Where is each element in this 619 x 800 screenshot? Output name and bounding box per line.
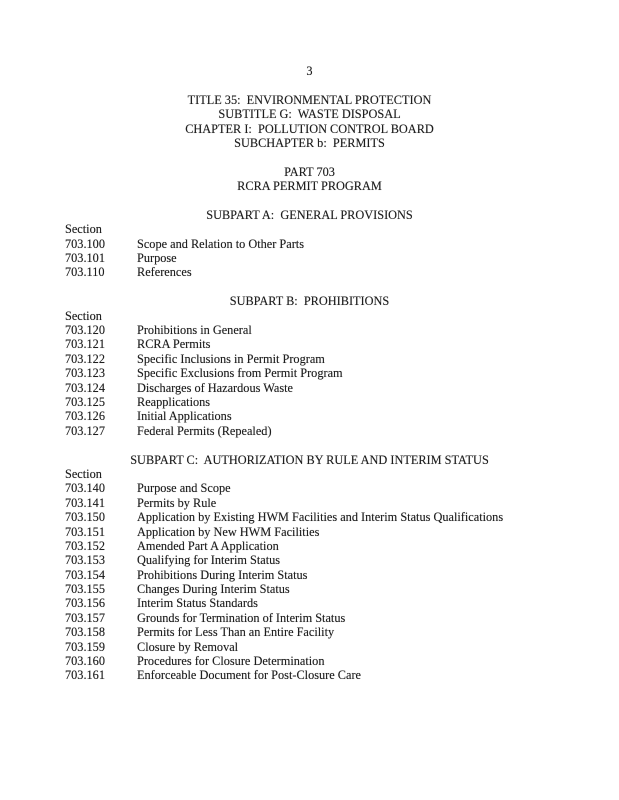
section-title: Closure by Removal — [137, 639, 239, 654]
section-title: Initial Applications — [137, 409, 232, 424]
toc-entry — [0, 640, 619, 654]
section-number: 703.125 — [65, 394, 105, 409]
subparts — [0, 208, 619, 683]
section-title: Prohibitions in General — [137, 323, 252, 338]
section-title: Scope and Relation to Other Parts — [137, 236, 304, 251]
part-number-line: PART 703 — [284, 164, 335, 179]
section-number: 703.157 — [65, 610, 105, 625]
section-number: 703.127 — [65, 423, 105, 438]
section-number: 703.161 — [65, 668, 105, 683]
toc-entry — [0, 265, 619, 279]
toc-entry — [0, 481, 619, 495]
section-title: Permits for Less Than an Entire Facility — [137, 625, 335, 640]
toc-entry — [0, 568, 619, 582]
section-title: Enforceable Document for Post-Closure Care — [137, 668, 362, 683]
section-number: 703.120 — [65, 323, 105, 338]
section-number: 703.156 — [65, 596, 105, 611]
section-column-label: Section — [65, 308, 102, 323]
section-number: 703.160 — [65, 654, 105, 669]
section-title: Qualifying for Interim Status — [137, 553, 281, 568]
blank-line — [0, 280, 619, 294]
section-number: 703.150 — [65, 510, 105, 525]
subpart-heading: SUBPART C: AUTHORIZATION BY RULE AND INTERIM STATUS — [130, 452, 489, 467]
section-number: 703.124 — [65, 380, 105, 395]
blank-line — [0, 150, 619, 164]
section-number: 703.100 — [65, 236, 105, 251]
section-number: 703.123 — [65, 366, 105, 381]
section-number: 703.151 — [65, 524, 105, 539]
toc-entry — [0, 553, 619, 567]
section-title: Procedures for Closure Determination — [137, 654, 325, 669]
section-number: 703.152 — [65, 538, 105, 553]
section-column-label: Section — [65, 466, 102, 481]
toc-entry — [0, 654, 619, 668]
section-title: Specific Exclusions from Permit Program — [137, 366, 343, 381]
blank-line — [0, 194, 619, 208]
toc-entry — [0, 582, 619, 596]
section-number: 703.159 — [65, 639, 105, 654]
section-number: 703.101 — [65, 251, 105, 266]
section-title: Prohibitions During Interim Status — [137, 567, 308, 582]
section-column-label: Section — [65, 222, 102, 237]
section-number: 703.122 — [65, 351, 105, 366]
blank-line — [0, 78, 619, 92]
toc-entry — [0, 337, 619, 351]
toc-entry — [0, 668, 619, 682]
part-title-line: RCRA PERMIT PROGRAM — [237, 179, 382, 194]
toc-entry — [0, 596, 619, 610]
title-line-1: TITLE 35: ENVIRONMENTAL PROTECTION — [187, 92, 432, 107]
toc-entry — [0, 539, 619, 553]
toc-entry — [0, 424, 619, 438]
toc-entry — [0, 625, 619, 639]
toc-entry — [0, 496, 619, 510]
section-title: Application by New HWM Facilities — [137, 524, 320, 539]
toc-entry — [0, 237, 619, 251]
subpart-heading: SUBPART B: PROHIBITIONS — [229, 294, 390, 309]
toc-entry — [0, 510, 619, 524]
section-title: Permits by Rule — [137, 495, 217, 510]
section-number: 703.155 — [65, 582, 105, 597]
toc-entry — [0, 395, 619, 409]
blank-line — [0, 438, 619, 452]
title-line-2: SUBTITLE G: WASTE DISPOSAL — [218, 107, 401, 122]
toc-entry — [0, 366, 619, 380]
title-line-3: CHAPTER I: POLLUTION CONTROL BOARD — [185, 121, 434, 136]
toc-entry — [0, 381, 619, 395]
toc-entry — [0, 352, 619, 366]
section-title: Interim Status Standards — [137, 596, 258, 611]
section-title: Grounds for Termination of Interim Status — [137, 610, 346, 625]
section-number: 703.110 — [65, 265, 105, 280]
toc-entry — [0, 611, 619, 625]
section-number: 703.154 — [65, 567, 105, 582]
section-title: Discharges of Hazardous Waste — [137, 380, 293, 395]
toc-entry — [0, 525, 619, 539]
section-number: 703.141 — [65, 495, 105, 510]
toc-entry — [0, 251, 619, 265]
title-line-4: SUBCHAPTER b: PERMITS — [234, 135, 385, 150]
section-title: Amended Part A Application — [137, 538, 279, 553]
section-title: Purpose — [137, 251, 177, 266]
section-title: Changes During Interim Status — [137, 582, 290, 597]
section-number: 703.158 — [65, 625, 105, 640]
section-title: References — [137, 265, 192, 280]
section-title: Reapplications — [137, 394, 211, 409]
section-number: 703.140 — [65, 481, 105, 496]
toc-entry — [0, 409, 619, 423]
toc-entry — [0, 323, 619, 337]
section-number: 703.153 — [65, 553, 105, 568]
section-title: Purpose and Scope — [137, 481, 231, 496]
subpart-heading: SUBPART A: GENERAL PROVISIONS — [206, 207, 413, 222]
section-title: RCRA Permits — [137, 337, 211, 352]
page-number: 3 — [306, 64, 313, 78]
section-title: Federal Permits (Repealed) — [137, 423, 272, 438]
section-title: Application by Existing HWM Facilities and Interim Status Qualifications — [137, 510, 504, 525]
section-number: 703.121 — [65, 337, 105, 352]
section-number: 703.126 — [65, 409, 105, 424]
section-title: Specific Inclusions in Permit Program — [137, 351, 325, 366]
